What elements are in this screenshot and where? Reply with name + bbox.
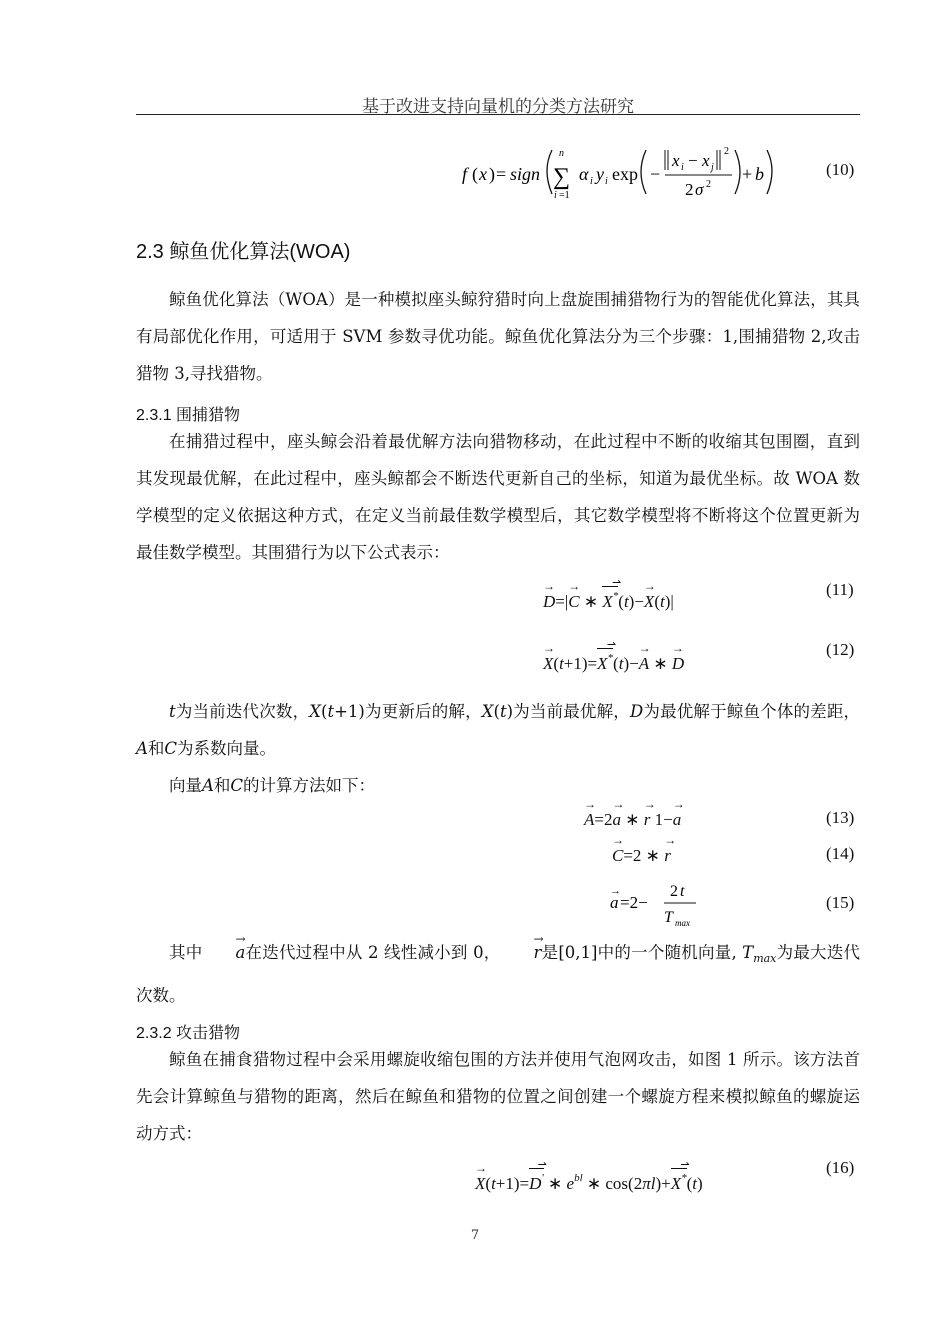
svg-text:f: f	[462, 164, 468, 184]
equation-14: → C=2 ∗ → r	[612, 846, 671, 866]
header-rule	[136, 114, 860, 115]
equation-10	[462, 140, 782, 200]
equation-number: (11)	[826, 580, 854, 599]
svg-text:+: +	[742, 164, 753, 184]
svg-text:∑: ∑	[553, 164, 571, 190]
svg-text:sign: sign	[510, 164, 541, 184]
section-heading: 2.3 鲸鱼优化算法(WOA)	[136, 241, 351, 263]
svg-text:i: i	[605, 176, 608, 187]
svg-text:i: i	[590, 176, 593, 187]
svg-text:−: −	[688, 151, 698, 170]
equation-11: → D=|→ C ∗ X* ⇀(t)−→ X(t)|	[543, 590, 674, 612]
svg-text:2: 2	[706, 179, 711, 190]
equation-number: (14)	[826, 844, 855, 863]
svg-text:i: i	[681, 162, 684, 173]
svg-text:α: α	[579, 164, 589, 184]
svg-text:t: t	[680, 883, 685, 900]
equation-10-formula	[462, 140, 782, 200]
svg-text:): )	[489, 164, 495, 184]
running-header: 基于改进支持向量机的分类方法研究	[362, 97, 634, 117]
equation-number: (16)	[826, 1158, 855, 1177]
equation-number: (15)	[826, 893, 855, 912]
svg-text:→: →	[610, 885, 621, 897]
svg-text:b: b	[755, 164, 764, 184]
svg-text:max: max	[675, 918, 690, 928]
svg-text:=: =	[496, 164, 507, 184]
svg-text:j: j	[711, 162, 714, 173]
svg-text:=1: =1	[559, 190, 570, 200]
subsection-heading: 2.3.2 攻击猎物	[136, 1025, 241, 1042]
body-paragraph: 在捕猎过程中，座头鲸会沿着最优解方法向猎物移动，在此过程中不断的收缩其包围圈，直到其发现最优解，在此过程中，座头鲸都会不断迭代更新自己的坐标，知道为最优坐标。故 WOA 数学模型的定义依据这种方式，在定义当前最佳数学模型后，其它数学模型将不断将这个位置更新为最佳数学模型。其围猎行为以下公式表示：	[136, 432, 860, 562]
svg-text:(: (	[472, 164, 478, 184]
svg-text:x: x	[672, 151, 680, 170]
equation-16: → X(t+1)=D' ⇀ ∗ $e^{bl}$ ∗ cos(2πl)+X* ⇀(t)	[475, 1172, 703, 1194]
svg-text:i: i	[554, 190, 557, 200]
svg-text:x: x	[702, 151, 710, 170]
svg-text:σ: σ	[695, 180, 704, 199]
equation-number: (12)	[826, 640, 855, 659]
page-number: 7	[470, 1228, 480, 1243]
svg-text:T: T	[664, 909, 673, 926]
svg-text:−: −	[650, 164, 661, 184]
body-paragraph: 鲸鱼在捕食猎物过程中会采用螺旋收缩包围的方法并使用气泡网攻击，如图 1 所示。该方法首先会计算鲸鱼与猎物的距离，然后在鲸鱼和猎物的位置之间创建一个螺旋方程来模拟鲸鱼的螺旋运动方式：	[136, 1050, 860, 1143]
equation-12: → X(t+1)=X* ⇀(t)−→ A ∗ → D	[543, 652, 684, 674]
svg-text:exp: exp	[612, 164, 638, 184]
equation-number: (10)	[826, 160, 855, 179]
calc-intro: 向量A和C的计算方法如下：	[169, 776, 376, 795]
intro-paragraph: 鲸鱼优化算法（WOA）是一种模拟座头鲸狩猎时向上盘旋围捕猎物行为的智能优化算法，其具有局部优化作用，可适用于 SVM 参数寻优功能。鲸鱼优化算法分为三个步骤：1,围捕猎物 2,攻击猎物 3,寻找猎物。	[136, 290, 860, 383]
svg-text:=2−: =2−	[620, 893, 648, 912]
subsection-heading: 2.3.1 围捕猎物	[136, 407, 241, 424]
equation-13: → A=2→ a ∗ → r 1−→ a	[584, 810, 681, 830]
svg-text:2: 2	[724, 146, 729, 157]
svg-text:n: n	[559, 148, 564, 159]
equation-15-formula	[608, 878, 708, 930]
variable-explanation: t为当前迭代次数，X(t+1)为更新后的解，X(t)为当前最优解，D为最优解于鲸鱼个体的差距，A和C为系数向量。	[136, 702, 861, 758]
svg-text:y: y	[596, 164, 604, 184]
parameter-note: 其中→ a在迭代过程中从 2 线性减小到 0，→ r是[0,1]中的一个随机向量, $T_{max}$为最大迭代次数。	[136, 934, 860, 1014]
equation-15	[608, 878, 708, 935]
svg-text:x: x	[479, 164, 487, 184]
equation-number: (13)	[826, 808, 855, 827]
svg-text:a: a	[610, 893, 619, 912]
svg-text:2: 2	[685, 180, 694, 199]
svg-text:2: 2	[670, 883, 678, 900]
